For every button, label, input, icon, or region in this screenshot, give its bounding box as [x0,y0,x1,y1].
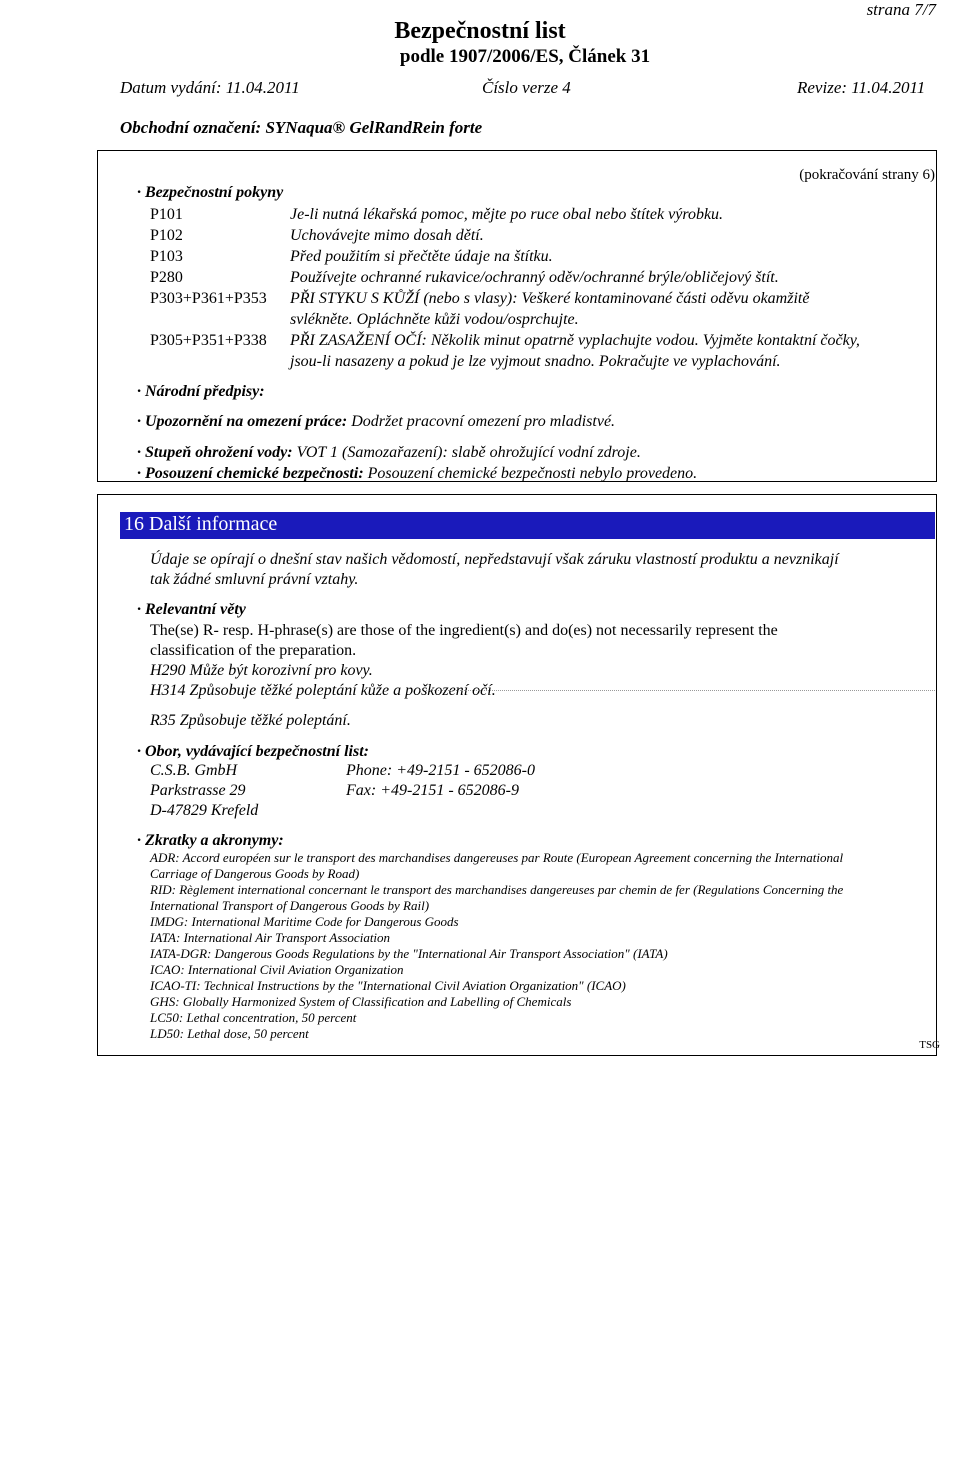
relevant-phrases-text: classification of the preparation. [150,642,357,659]
company-name: C.S.B. GmbH [150,762,238,779]
safety-precautions-heading: · Bezpečnostní pokyny [137,184,284,201]
water-hazard-label: · Stupeň ohrožení vody: [137,444,293,461]
abbreviation-line: IATA: International Air Transport Association [150,930,391,945]
water-hazard [137,444,641,462]
statement-text-continued: jsou-li nasazeny a pokud je lze vyjmout snadno. Pokračujte ve vyplachování. [290,353,781,370]
trade-name: Obchodní označení: SYNaqua® GelRandRein forte [120,118,483,137]
phrase-r35: R35 Způsobuje těžké poleptání. [150,712,351,729]
statement-text-continued: svlékněte. Opláchněte kůži vodou/osprchujte. [290,311,579,328]
abbreviation-line: GHS: Globally Harmonized System of Classification and Labelling of Chemicals [150,994,572,1009]
intro-text: tak žádné smluvní právní vztahy. [150,571,359,588]
version-number: Číslo verze 4 [482,78,571,97]
statement-code: P103 [150,248,183,265]
abbreviation-line: ICAO: International Civil Aviation Organization [150,962,404,977]
abbreviation-line: International Transport of Dangerous Goods by Rail) [150,898,430,913]
revision-date: Revize: 11.04.2011 [797,78,926,97]
phrase-h290: H290 Může být korozivní pro kovy. [150,662,373,679]
statement-text: Uchovávejte mimo dosah dětí. [290,227,484,244]
work-restriction-text: Dodržet pracovní omezení pro mladistvé. [347,413,616,430]
abbreviation-line: LC50: Lethal concentration, 50 percent [150,1010,357,1025]
issuer-heading: · Obor, vydávající bezpečnostní list: [137,743,369,760]
work-restriction [137,413,615,431]
statement-text: Před použitím si přečtěte údaje na štítku. [290,248,553,265]
phone-number: Phone: +49-2151 - 652086-0 [346,762,535,779]
abbreviation-line: LD50: Lethal dose, 50 percent [150,1026,309,1041]
chemical-safety-text: Posouzení chemické bezpečnosti nebylo provedeno. [363,465,698,482]
abbreviation-line: ADR: Accord européen sur le transport des marchandises dangereuses par Route (European Agreement concerning the International [150,850,844,865]
abbreviations-heading: · Zkratky a akronymy: [137,832,284,849]
statement-code: P305+P351+P338 [150,332,267,349]
abbreviation-line: ICAO-TI: Technical Instructions by the "International Civil Aviation Organization" (ICAO) [150,978,626,993]
statement-text: Je-li nutná lékařská pomoc, mějte po ruce obal nebo štítek výrobku. [290,206,724,223]
abbreviation-line: IMDG: International Maritime Code for Dangerous Goods [150,914,459,929]
statement-text: Používejte ochranné rukavice/ochranný oděv/ochranné brýle/obličejový štít. [290,269,779,286]
intro-text: Údaje se opírají o dnešní stav našich vědomostí, nepředstavují však záruku vlastností produktu a nevznikají [150,551,839,568]
statement-code: P101 [150,206,183,223]
statement-code: P303+P361+P353 [150,290,267,307]
section-16-heading: 16 Další informace [124,513,278,535]
work-restriction-label: · Upozornění na omezení práce: [137,413,348,430]
document-subtitle: podle 1907/2006/ES, Článek 31 [399,46,651,67]
footer-code: TSG [919,1039,940,1051]
section-16-banner [120,512,935,539]
issue-date: Datum vydání: 11.04.2011 [120,78,300,97]
abbreviation-line: RID: Règlement international concernant le transport des marchandises dangereuses par chemin de fer (Regulations Concerning the [150,882,844,897]
phrase-h314: H314 Způsobuje těžké poleptání kůže a poškození očí. [150,682,496,699]
statement-text: PŘI ZASAŽENÍ OČÍ: Několik minut opatrně vyplachujte vodou. Vyjměte kontaktní čočky, [290,332,860,349]
abbreviation-line: Carriage of Dangerous Goods by Road) [150,866,360,881]
chemical-safety-label: · Posouzení chemické bezpečnosti: [137,465,364,482]
fax-number: Fax: +49-2151 - 652086-9 [346,782,519,799]
continuation-note: (pokračování strany 6) [799,167,935,183]
statement-code: P102 [150,227,183,244]
abbreviation-line: IATA-DGR: Dangerous Goods Regulations by the "International Air Transport Association" (IATA) [150,946,668,961]
statement-text: PŘI STYKU S KŮŽÍ (nebo s vlasy): Veškeré kontaminované části oděvu okamžitě [290,290,810,307]
chemical-safety [137,465,697,483]
relevant-phrases-heading: · Relevantní věty [137,601,246,618]
page-number: strana 7/7 [866,0,936,19]
document-title: Bezpečnostní list [394,18,566,44]
national-regulations-heading: · Národní předpisy: [137,383,265,400]
relevant-phrases-text: The(se) R- resp. H-phrase(s) are those of the ingredient(s) and do(es) not necessarily represent the [150,622,778,639]
street-address: Parkstrasse 29 [150,782,246,799]
dotted-divider [420,690,935,691]
water-hazard-text: VOT 1 (Samozařazení): slabě ohrožující vodní zdroje. [292,444,641,461]
city-address: D-47829 Krefeld [150,802,259,819]
statement-code: P280 [150,269,183,286]
